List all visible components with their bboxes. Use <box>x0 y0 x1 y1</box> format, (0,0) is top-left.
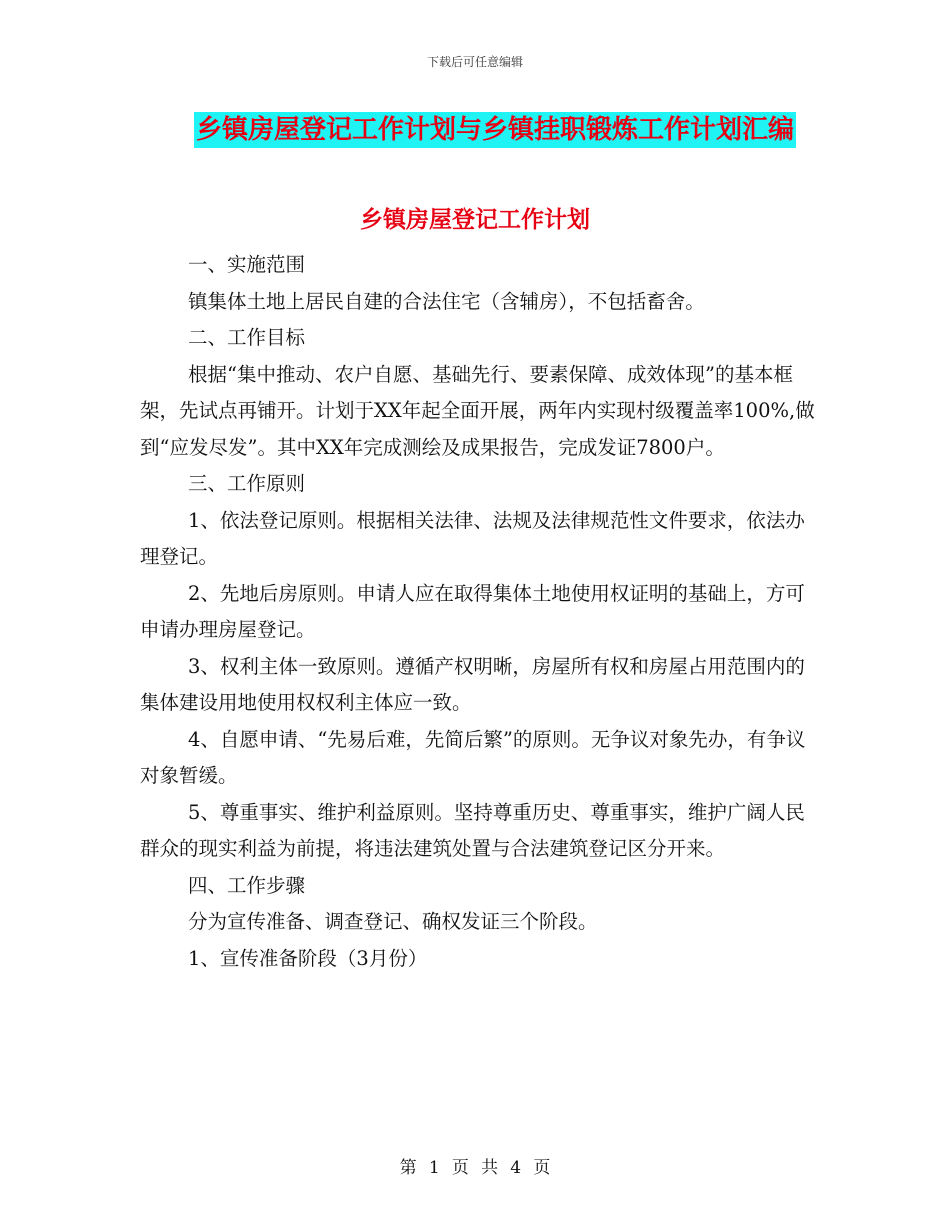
document-body <box>140 247 820 977</box>
heading-scope: 一、实施范围 <box>188 253 306 276</box>
principle-3: 3、权利主体一致原则。遵循产权明晰，房屋所有权和房屋占用范围内的集体建设用地使用权权利主体应一致。 <box>140 654 805 714</box>
section-title: 乡镇房屋登记工作计划 <box>360 207 590 233</box>
principle-4: 4、自愿申请、“先易后难，先简后繁”的原则。无争议对象先办，有争议对象暂缓。 <box>140 727 806 787</box>
paragraph-goals: 根据“集中推动、农户自愿、基础先行、要素保障、成效体现”的基本框架，先试点再铺开。计划于XX年起全面开展，两年内实现村级覆盖率100%,做到“应发尽发”。其中XX年完成测绘及成果报告，完成发证7800户。 <box>140 362 815 459</box>
principle-2: 2、先地后房原则。申请人应在取得集体土地使用权证明的基础上，方可申请办理房屋登记。 <box>140 581 805 641</box>
principle-1: 1、依法登记原则。根据相关法律、法规及法律规范性文件要求，依法办理登记。 <box>140 508 805 568</box>
document-main-title: 乡镇房屋登记工作计划与乡镇挂职锻炼工作计划汇编 <box>194 112 796 148</box>
principle-5: 5、尊重事实、维护利益原则。坚持尊重历史、尊重事实，维护广阔人民群众的现实利益为前提，将违法建筑处置与合法建筑登记区分开来。 <box>140 800 805 860</box>
step-1: 1、宣传准备阶段（3月份） <box>188 946 428 970</box>
paragraph-scope: 镇集体土地上居民自建的合法住宅（含辅房），不包括畜舍。 <box>188 289 705 313</box>
paragraph-steps: 分为宣传准备、调查登记、确权发证三个阶段。 <box>188 910 598 933</box>
header-note: 下载后可任意编辑 <box>426 55 523 69</box>
heading-goals: 二、工作目标 <box>188 326 306 349</box>
page-number-footer: 第 1 页 共 4 页 <box>399 1158 551 1178</box>
heading-steps: 四、工作步骤 <box>188 873 306 897</box>
heading-principles: 三、工作原则 <box>188 472 306 495</box>
